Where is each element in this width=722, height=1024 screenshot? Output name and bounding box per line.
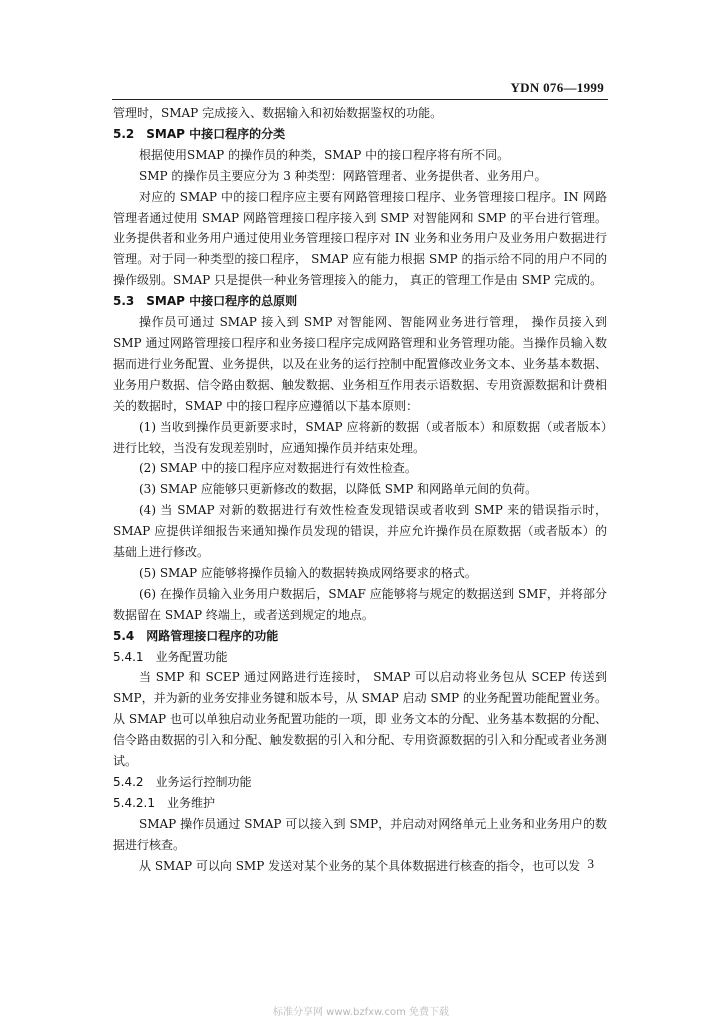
subsection-heading-5-4-1: 5.4.1 业务配置功能 [113, 649, 228, 664]
paragraph: SMP 的操作员主要应分为 3 种类型：网路管理者、业务提供者、业务用户。 [139, 168, 547, 183]
standard-code: YDN 076—1999 [510, 80, 604, 95]
paragraph: 管理时，SMAP 完成接入、数据输入和初始数据鉴权的功能。 [113, 106, 443, 120]
rule-item-5: (5) SMAP 应能够将操作员输入的数据转换成网络要求的格式。 [139, 565, 477, 580]
rule-item-3: (3) SMAP 应能够只更新修改的数据，以降低 SMP 和网路单元间的负荷。 [139, 482, 538, 497]
section-heading-5-4: 5.4 网路管理接口程序的功能 [113, 628, 279, 643]
rule-item-2: (2) SMAP 中的接口程序应对数据进行有效性检查。 [139, 461, 417, 476]
subsection-heading-5-4-2: 5.4.2 业务运行控制功能 [113, 775, 252, 789]
paragraph: 对应的 SMAP 中的接口程序应主要有网路管理接口程序、业务管理接口程序。IN 网路管理者通过使用 SMAP 网路管理接口程序接入到 SMP 对智能网和 SMP 的平台进行管理。业务提供者和业务用户通过使用业务管理接口程序对 IN 业务和业务用户及业务用户数据进行管理。对于同一种类型的接口程序， SMAP 应有能力根据 SMP 的指示给不同的用户不同的操作级别。SMAP 只是提供一种业务管理接入的能力， 真正的管理工作是由 SMP 完成的。 [113, 189, 607, 288]
header-rule [112, 99, 608, 100]
section-heading-5-2: 5.2 SMAP 中接口程序的分类 [113, 126, 286, 141]
section-heading-5-3: 5.3 SMAP 中接口程序的总原则 [113, 294, 298, 309]
page-number: 3 [587, 856, 594, 871]
rule-item-4: (4) 当 SMAP 对新的数据进行有效性检查发现错误或者收到 SMP 来的错误指示时，SMAP 应提供详细报告来通知操作员发现的错误，并应允许操作员在原数据（或者版本）的基础上进行修改。 [113, 503, 607, 560]
paragraph: 当 SMP 和 SCEP 通过网路进行连接时， SMAP 可以启动将业务包从 SCEP 传送到 SMP，并为新的业务安排业务键和版本号，从 SMAP 启动 SMP 的业务配置功能配置业务。从 SMAP 也可以单独启动业务配置功能的一项，即 业务文本的分配、业务基本数据的分配、信令路由数据的引入和分配、触发数据的引入和分配、专用资源数据的引入和分配或者业务测试。 [113, 670, 607, 769]
rule-item-6: (6) 在操作员输入业务用户数据后，SMAF 应能够将与规定的数据送到 SMF，并将部分数据留在 SMAP 终端上，或者送到规定的地点。 [113, 586, 607, 622]
subsection-heading-5-4-2-1: 5.4.2.1 业务维护 [113, 795, 215, 810]
paragraph: 从 SMAP 可以向 SMP 发送对某个业务的某个具体数据进行核查的指令，也可以发 [139, 858, 581, 873]
paragraph: 操作员可通过 SMAP 接入到 SMP 对智能网、智能网业务进行管理， 操作员接入到 SMP 通过网路管理接口程序和业务接口程序完成网路管理和业务管理功能。当操作员输入数据而进行业务配置、业务提供，以及在业务的运行控制中配置修改业务文本、业务基本数据、业务用户数据、信令路由数据、触发数据、业务相互作用表示语数据、专用资源数据和计费相关的数据时，SMAP 中的接口程序应遵循以下基本原则： [113, 315, 607, 413]
document-body [113, 103, 607, 877]
rule-item-1: (1) 当收到操作员更新要求时，SMAP 应将新的数据（或者版本）和原数据（或者版本）进行比较，当没有发现差别时，应通知操作员并结束处理。 [113, 419, 607, 455]
paragraph: 根据使用SMAP 的操作员的种类，SMAP 中的接口程序将有所不同。 [139, 147, 510, 162]
watermark-text: 标准分享网 www.bzfxw.com 免费下载 [273, 1007, 449, 1018]
paragraph: SMAP 操作员通过 SMAP 可以接入到 SMP，并启动对网络单元上业务和业务用户的数据进行核查。 [113, 816, 607, 852]
